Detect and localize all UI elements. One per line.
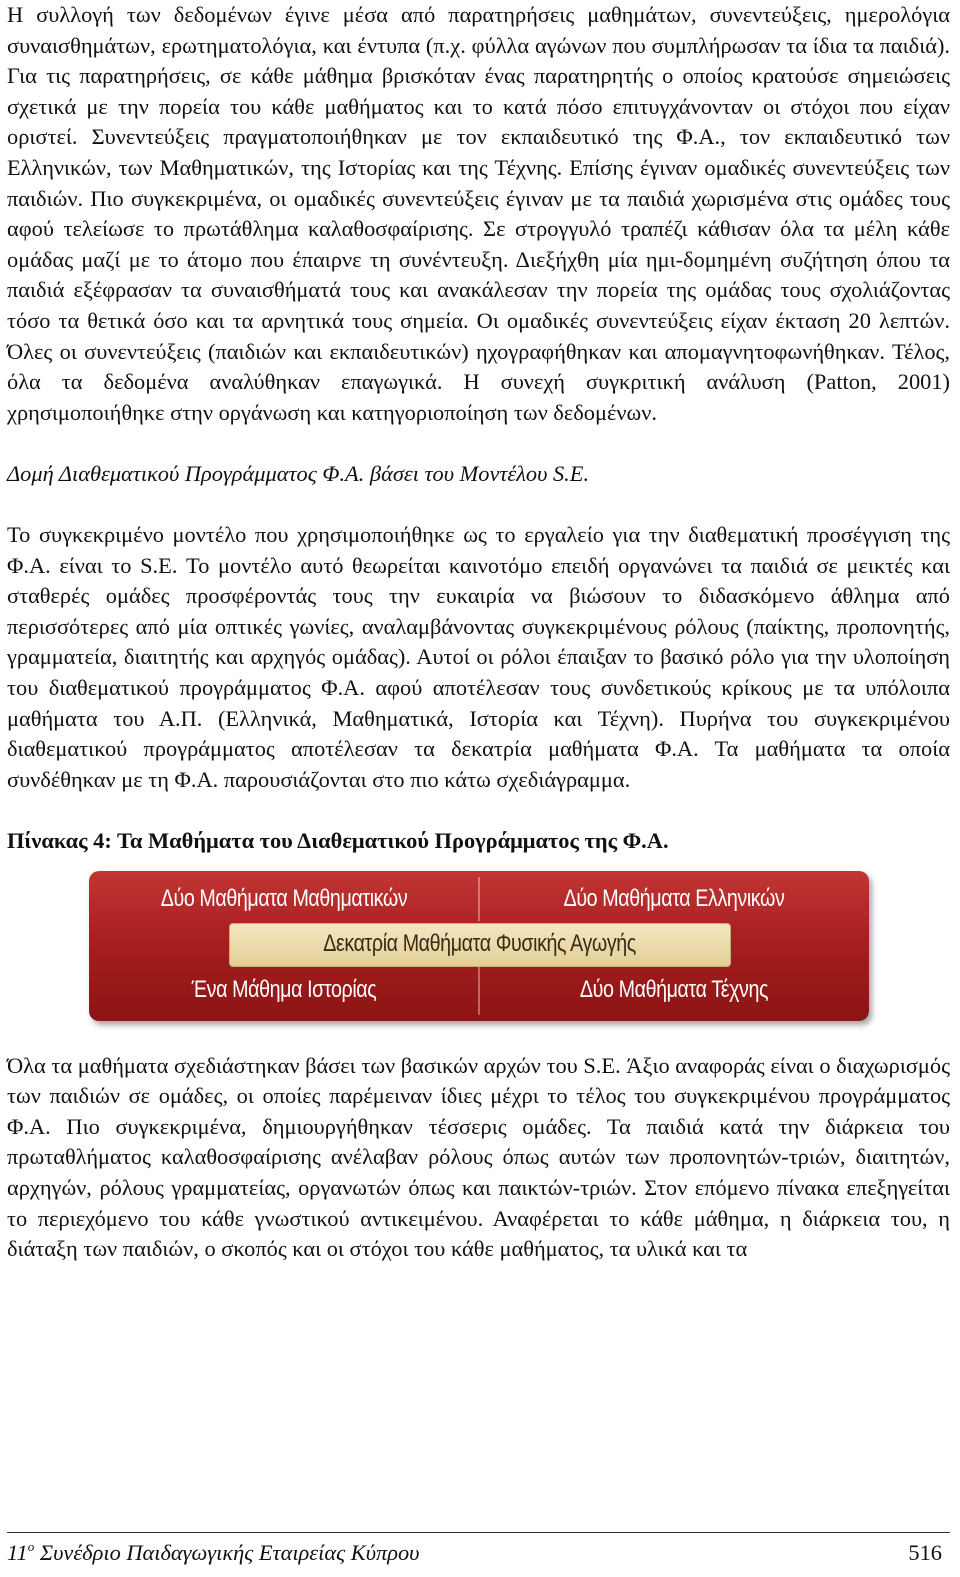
diagram-divider-bottom [478, 967, 480, 1015]
page-number: 516 [908, 1540, 942, 1565]
section-title: Δομή Διαθεματικού Προγράμματος Φ.Α. βάσει του Μοντέλου S.E. [7, 460, 590, 486]
footer-number: 11 [7, 1540, 28, 1565]
diagram-pe-lessons-band [229, 923, 731, 967]
paragraph-model-description: Το συγκεκριμένο μοντέλο που χρησιμοποιήθηκε ως το εργαλείο για την διαθεματική προσέγγιση της Φ.Α. είναι το S.E. Το μοντέλο αυτό θεωρείται καινοτόμο επειδή οργανώνει τα παιδιά σε μεικτές και σταθερές ομάδες προσφέροντάς τους την ευκαιρία να βιώσουν το διδασκόμενο άθλημα από περισσότερες από μία οπτικές γωνίες, αναλαμβάνοντας συγκεκριμένους ρόλους (παίκτης, προπονητής, γραμματεία, διαιτητής και αρχηγός ομάδας). Αυτοί οι ρόλοι έπαιξαν το βασικό ρόλο για την υλοποίηση του διαθεματικού προγράμματος Φ.Α. αφού αποτέλεσαν τους συνδετικούς κρίκους με τα υπόλοιπα μαθήματα του Α.Π. (Ελληνικά, Μαθηματικά, Ιστορία και Τέχνη). Πυρήνα του συγκεκριμένου διαθεματικού προγράμματος αποτέλεσαν τα δεκατρία μαθήματα Φ.Α. Τα μαθήματα τα οποία συνδέθηκαν με τη Φ.Α. παρουσιάζονται στο πιο κάτω σχεδιάγραμμα. [7, 522, 950, 792]
footer-ordinal: ο [27, 1539, 35, 1554]
lessons-diagram [89, 871, 869, 1021]
diagram-divider-top [478, 877, 480, 921]
diagram-math-lessons: Δύο Μαθήματα Μαθηματικών [160, 885, 408, 913]
document-page [7, 0, 950, 1265]
footer-conference-name: Συνέδριο Παιδαγωγικής Εταιρείας Κύπρου [39, 1540, 420, 1565]
paragraph-lesson-design: Όλα τα μαθήματα σχεδιάστηκαν βάσει των βασικών αρχών του S.E. Άξιο αναφοράς είναι ο διαχωρισμός των παιδιών σε ομάδες, οι οποίες παρέμειναν ίδιες μέχρι το τέλος του συγκεκριμένου προγράμματος Φ.Α. Πιο συγκεκριμένα, δημιουργήθηκαν τέσσερις ομάδες. Τα παιδιά κατά την διάρκεια του πρωταθλήματος καλαθοσφαίρισης ανέλαβαν ρόλους όπως αυτών των προπονητών-τριών, διαιτητών, αρχηγών, ρόλους γραμματείας, οργανωτών όπως και παικτών-τριών. Στον επόμενο πίνακα επεξηγείται το περιεχόμενο του κάθε γνωστικού αντικειμένου. Αναφέρεται το κάθε μάθημα, η διάρκεια του, η διάταξη των παιδιών, ο σκοπός και οι στόχοι του κάθε μαθήματος, τα υλικά και τα [7, 1052, 950, 1262]
diagram-pe-lessons: Δεκατρία Μαθήματα Φυσικής Αγωγής [323, 930, 637, 958]
table-caption: Πίνακας 4: Τα Μαθήματα του Διαθεματικού Προγράμματος της Φ.Α. [7, 828, 669, 854]
diagram-history-lesson: Ένα Μάθημα Ιστορίας [191, 976, 377, 1004]
diagram-greek-lessons: Δύο Μαθήματα Ελληνικών [563, 885, 785, 913]
footer-conference [7, 1537, 419, 1569]
paragraph-data-collection: Η συλλογή των δεδομένων έγινε μέσα από παρατηρήσεις μαθημάτων, συνεντεύξεις, ημερολόγια συναισθημάτων, ερωτηματολόγια, και έντυπα (π.χ. φύλλα αγώνων που συμπλήρωσαν τα ίδια τα παιδιά). Για τις παρατηρήσεις, σε κάθε μάθημα βρισκόταν ένας παρατηρητής ο οποίος κρατούσε σημειώσεις σχετικά με την πορεία του κάθε μαθήματος και το κατά πόσο επιτυγχάνονταν οι στόχοι που είχαν οριστεί. Συνεντεύξεις πραγματοποιήθηκαν με τον εκπαιδευτικό της Φ.Α., τον εκπαιδευτικό των Ελληνικών, των Μαθηματικών, της Ιστορίας και της Τέχνης. Επίσης έγιναν ομαδικές συνεντεύξεις των παιδιών. Πιο συγκεκριμένα, οι ομαδικές συνεντεύξεις έγιναν με τα παιδιά χωρισμένα στις ομάδες τους αφού τελείωσε το πρωτάθλημα καλαθοσφαίρισης. Σε στρογγυλό τραπέζι κάθισαν όλα τα μέλη κάθε ομάδας μαζί με το άτομο που έπαιρνε τη συνέντευξη. Διεξήχθη μία ημι-δομημένη συζήτηση όπου τα παιδιά εξέφρασαν τα συναισθήματά τους και ανακάλεσαν την πορεία της ομάδας τους σχολιάζοντας τόσο τα θετικά όσο και τα αρνητικά τους σημεία. Οι ομαδικές συνεντεύξεις είχαν έκταση 20 λεπτών. Όλες οι συνεντεύξεις (παιδιών και εκπαιδευτικών) ηχογραφήθηκαν και απομαγνητοφωνήθηκαν. Τέλος, όλα τα δεδομένα αναλύθηκαν επαγωγικά. Η συνεχή συγκριτική ανάλυση (Patton, 2001) χρησιμοποιήθηκε στην οργάνωση και κατηγοριοποίηση των δεδομένων. [7, 2, 950, 425]
page-footer [7, 1532, 950, 1565]
diagram-art-lessons: Δύο Μαθήματα Τέχνης [579, 976, 769, 1004]
